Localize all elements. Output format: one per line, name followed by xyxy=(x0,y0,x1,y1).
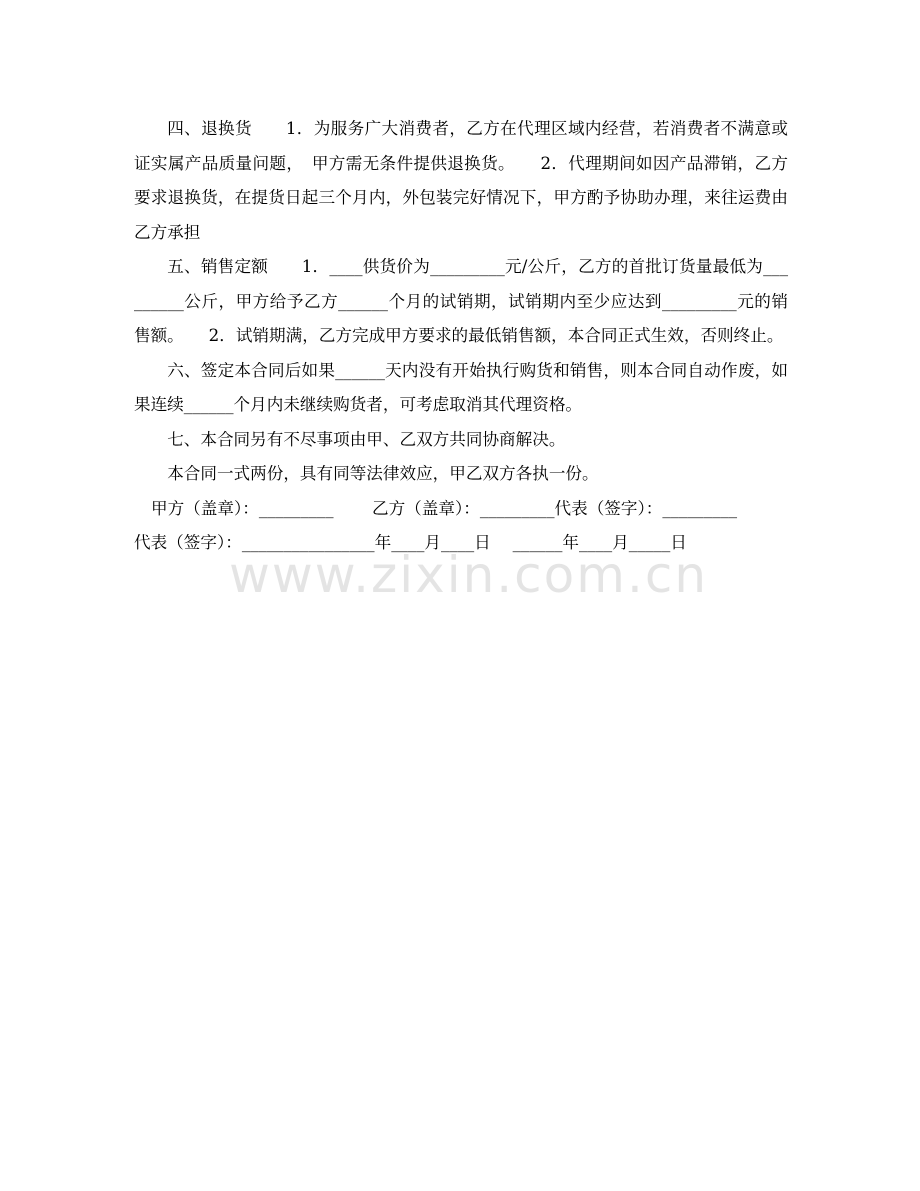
paragraph-copies: 本合同一式两份，具有同等法律效应，甲乙双方各执一份。 xyxy=(167,464,599,483)
paragraph-sales-quota: 五、销售定额 1．____供货价为_________元/公斤，乙方的首批订货量最低为_________公斤，甲方给予乙方______个月的试销期，试销期内至少应达到_________元的销售额。 2．试销期满，乙方完成甲方要求的最低销售额，本合同正式生效，否则终止。 xyxy=(134,257,788,345)
paragraph-other-matters: 七、本合同另有不尽事项由甲、乙双方共同协商解决。 xyxy=(167,429,566,449)
paragraph-return-exchange: 四、退换货 1．为服务广大消费者，乙方在代理区域内经营，若消费者不满意或证实属产品质量问题， 甲方需无条件提供退换货。 2．代理期间如因产品滞销，乙方要求退换货，在提货日起三个月内，外包装完好情况下，甲方酌予协助办理，来往运费由乙方承担 xyxy=(134,119,788,242)
paragraph-contract-void: 六、签定本合同后如果______天内没有开始执行购货和销售，则本合同自动作废，如果连续______个月内未继续购货者，可考虑取消其代理资格。 xyxy=(134,360,788,414)
signature-line-parties: 甲方（盖章）：_________ 乙方（盖章）：_________代表（签字）：_________ xyxy=(151,498,738,518)
document-body xyxy=(134,112,788,561)
watermark: www.zixin.com.cn xyxy=(229,546,709,604)
signature-line-dates: 代表（签字）：________________年____月____日 ______年____月_____日 xyxy=(134,533,687,552)
